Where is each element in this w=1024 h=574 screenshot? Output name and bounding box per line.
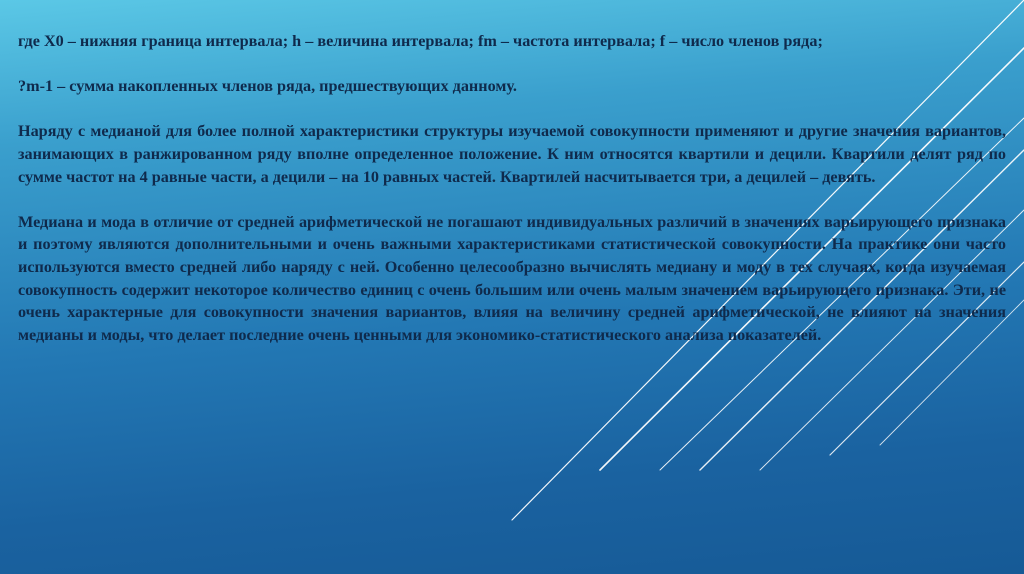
paragraph-quartiles-deciles: Наряду с медианой для более полной характеристики структуры изучаемой совокупности применяют и другие значения вариантов, занимающих в ранжированном ряду вполне определенное положение. К ним относятся квартили и децили. Квартили делят ряд по сумме частот на 4 равные части, а децили – на 10 равных частей. Квартилей насчитывается три, а децилей – девять. bbox=[18, 122, 1006, 186]
paragraph-definitions: где X0 – нижняя граница интервала; h – величина интервала; fm – частота интервала; f – число членов ряда; bbox=[18, 32, 823, 50]
paragraph-cumulative-sum: ?m-1 – сумма накопленных членов ряда, предшествующих данному. bbox=[18, 77, 517, 96]
slide-text-body bbox=[18, 30, 1006, 369]
paragraph-median-mode: Медиана и мода в отличие от средней арифметической не погашают индивидуальных различий в значениях варьирующего признака и поэтому являются дополнительными и очень важными характеристиками статистической совокупности. На практике они часто используются вместо средней либо наряду с ней. Особенно целесообразно вычислять медиану и моду в тех случаях, когда изучаемая совокупность содержит некоторое количество единиц с очень большим или очень малым значением варьирующего признака. Эти, не очень характерные для совокупности значения вариантов, влияя на величину средней арифметической, не влияют на значения медианы и моды, что делает последние очень ценными для экономико-статистического анализа показателей. bbox=[18, 212, 1006, 344]
